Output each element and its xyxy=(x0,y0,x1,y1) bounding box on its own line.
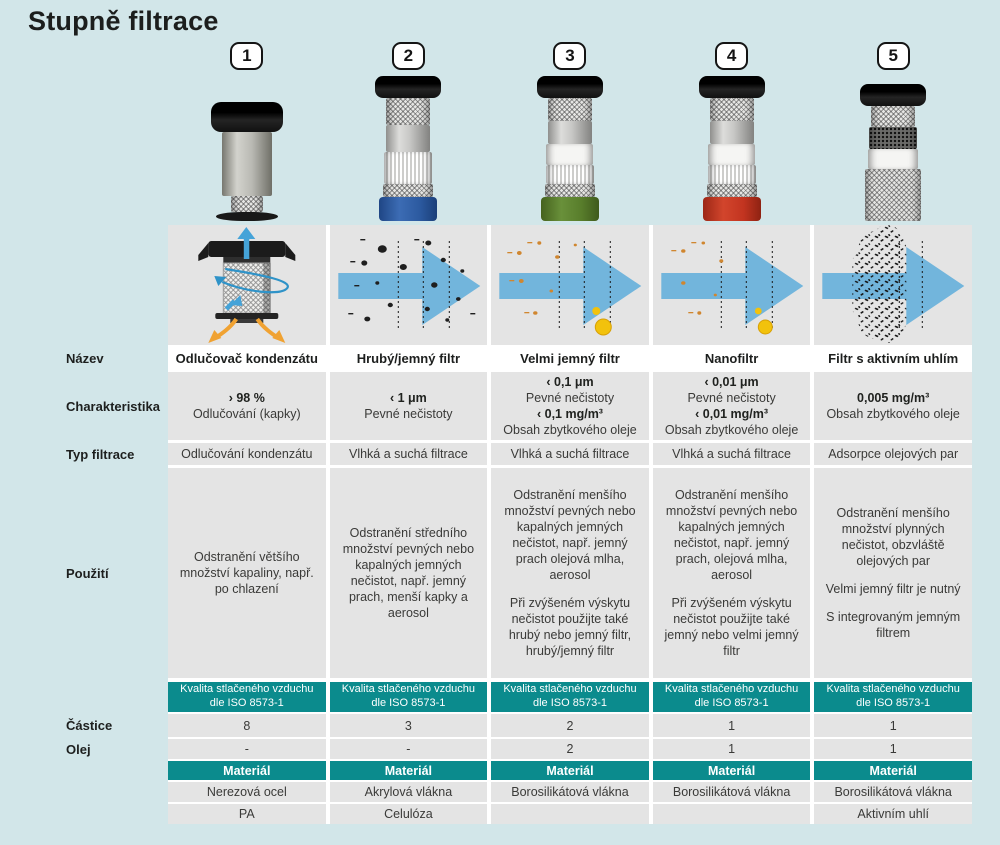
filter5-cap xyxy=(860,84,926,106)
filter2-mesh xyxy=(386,98,430,125)
material2-cell-3 xyxy=(491,804,649,824)
char-line: Obsah zbytkového oleje xyxy=(503,423,637,437)
filter-photo-1 xyxy=(211,102,283,221)
row-label-name: Název xyxy=(66,350,104,366)
type-cell-5: Adsorpce olejových par xyxy=(814,443,972,465)
diagram-nanofilter xyxy=(653,225,811,345)
char-line: ‹ 1 μm xyxy=(389,391,427,405)
filter2-mesh2 xyxy=(383,184,433,197)
usage-cell-3 xyxy=(491,468,649,678)
material-row-2 xyxy=(168,804,972,824)
material-header-cell: Materiál xyxy=(330,761,488,780)
filter1-mesh xyxy=(231,196,263,212)
filter5-mesh xyxy=(871,106,915,127)
char-line: Pevné nečistoty xyxy=(364,407,453,421)
stage-3 xyxy=(491,42,649,223)
name-cell-2: Hrubý/jemný filtr xyxy=(330,347,488,369)
usage-cell-4 xyxy=(653,468,811,678)
material2-cell-1: PA xyxy=(168,804,326,824)
stage-1 xyxy=(168,42,326,223)
iso-header-cell xyxy=(168,682,326,712)
name-cell-3: Velmi jemný filtr xyxy=(491,347,649,369)
characteristics-cell-4 xyxy=(653,372,811,440)
stage-badge-2: 2 xyxy=(392,42,425,70)
iso-header-row xyxy=(168,682,972,712)
usage-paragraph: Velmi jemný filtr je nutný xyxy=(825,582,961,596)
name-row xyxy=(168,347,972,369)
filter3-mesh xyxy=(548,98,592,121)
filtration-table xyxy=(168,225,972,824)
particles-cell-3: 2 xyxy=(491,714,649,737)
usage-paragraph: S integrovaným jemným filtrem xyxy=(826,610,961,640)
material-header-cell: Materiál xyxy=(168,761,326,780)
material1-cell-4: Borosilikátová vlákna xyxy=(653,782,811,802)
filter-photo-4 xyxy=(699,76,765,221)
filter5-carbon xyxy=(869,127,917,149)
row-label-oil: Olej xyxy=(66,741,91,757)
char-line: ‹ 0,1 mg/m³ xyxy=(536,407,603,421)
diagram-activated-carbon-filter xyxy=(814,225,972,345)
iso-line2: dle ISO 8573-1 xyxy=(209,697,284,709)
material1-cell-5: Borosilikátová vlákna xyxy=(814,782,972,802)
usage-paragraph: Odstranění většího množství kapaliny, např. po chlazení xyxy=(179,550,314,596)
row-label-particles: Částice xyxy=(66,718,113,733)
usage-cell-2 xyxy=(330,468,488,678)
usage-cell-1 xyxy=(168,468,326,678)
name-cell-1: Odlučovač kondenzátu xyxy=(168,347,326,369)
char-line: Obsah zbytkového oleje xyxy=(826,407,960,421)
material1-cell-1: Nerezová ocel xyxy=(168,782,326,802)
char-line: ‹ 0,01 μm xyxy=(704,375,759,389)
characteristics-cell-1 xyxy=(168,372,326,440)
iso-header-cell xyxy=(814,682,972,712)
filter4-base xyxy=(703,197,761,221)
usage-paragraph: Odstranění menšího množství pevných nebo kapalných jemných nečistot, např. jemný prach olejová mlha, aerosol xyxy=(504,488,636,582)
stage-badge-4: 4 xyxy=(715,42,748,70)
char-line: ‹ 0,01 mg/m³ xyxy=(695,407,769,421)
char-line: ‹ 0,1 μm xyxy=(546,375,594,389)
usage-cell-5 xyxy=(814,468,972,678)
filtration-type-row xyxy=(168,443,972,465)
filter-photo-2 xyxy=(375,76,441,221)
diagram-condensate-separator xyxy=(168,225,326,345)
oil-cell-1: - xyxy=(168,739,326,759)
filter-stages-top xyxy=(168,42,972,223)
filter4-mesh2 xyxy=(707,184,757,197)
particles-cell-1: 8 xyxy=(168,714,326,737)
material2-cell-5: Aktivním uhlí xyxy=(814,804,972,824)
material1-cell-2: Akrylová vlákna xyxy=(330,782,488,802)
type-cell-2: Vlhká a suchá filtrace xyxy=(330,443,488,465)
oil-cell-4: 1 xyxy=(653,739,811,759)
filter1-foot xyxy=(216,212,278,221)
usage-paragraph: Při zvýšeném výskytu nečistot použijte také jemný nebo velmi jemný filtr xyxy=(664,596,799,658)
char-line: 0,005 mg/m³ xyxy=(857,391,930,405)
iso-line1: Kvalita stlačeného vzduchu xyxy=(341,683,476,696)
char-line: › 98 % xyxy=(228,391,265,405)
material-header-cell: Materiál xyxy=(491,761,649,780)
iso-line1: Kvalita stlačeného vzduchu xyxy=(503,683,637,696)
type-cell-3: Vlhká a suchá filtrace xyxy=(491,443,649,465)
iso-line1: Kvalita stlačeného vzduchu xyxy=(826,683,960,696)
diagram-coarse-fine-filter xyxy=(330,225,488,345)
filter-photo-5 xyxy=(860,84,926,221)
material-row-1 xyxy=(168,782,972,802)
filter2-inner xyxy=(386,125,430,152)
filter3-inner xyxy=(548,121,592,144)
filter2-cap xyxy=(375,76,441,98)
filter1-body xyxy=(222,132,272,196)
stage-badge-1: 1 xyxy=(230,42,263,70)
material2-cell-4 xyxy=(653,804,811,824)
iso-line1: Kvalita stlačeného vzduchu xyxy=(664,683,799,696)
filter4-mesh xyxy=(710,98,754,121)
diagram-very-fine-filter xyxy=(491,225,649,345)
row-label-usage: Použití xyxy=(66,565,109,581)
particles-cell-5: 1 xyxy=(814,714,972,737)
filter4-inner xyxy=(710,121,754,144)
type-cell-1: Odlučování kondenzátu xyxy=(168,443,326,465)
filter4-cap xyxy=(699,76,765,98)
characteristics-row xyxy=(168,372,972,440)
filter3-mesh2 xyxy=(545,184,595,197)
iso-line2: dle ISO 8573-1 xyxy=(856,697,931,709)
usage-row xyxy=(168,468,972,678)
page-title: Stupně filtrace xyxy=(28,6,219,36)
filter-photo-3 xyxy=(537,76,603,221)
row-label-filtration-type: Typ filtrace xyxy=(66,446,135,462)
iso-header-cell xyxy=(330,682,488,712)
filter3-base xyxy=(541,197,599,221)
iso-line2: dle ISO 8573-1 xyxy=(532,697,607,709)
stage-2 xyxy=(330,42,488,223)
char-line: Obsah zbytkového oleje xyxy=(664,423,799,437)
iso-line2: dle ISO 8573-1 xyxy=(694,697,769,709)
filter1-cap xyxy=(211,102,283,132)
name-cell-4: Nanofiltr xyxy=(653,347,811,369)
name-cell-5: Filtr s aktivním uhlím xyxy=(814,347,972,369)
iso-header-cell xyxy=(653,682,811,712)
oil-cell-2: - xyxy=(330,739,488,759)
material-header-cell: Materiál xyxy=(653,761,811,780)
usage-paragraph: Odstranění menšího množství plynných nečistot, obzvláště olejových par xyxy=(836,506,950,568)
characteristics-cell-5 xyxy=(814,372,972,440)
filter4-white xyxy=(708,144,755,165)
characteristics-cell-3 xyxy=(491,372,649,440)
diagram-row xyxy=(168,225,972,345)
char-line: Pevné nečistoty xyxy=(525,391,615,405)
filter5-mesh2 xyxy=(865,169,921,221)
char-line: Pevné nečistoty xyxy=(687,391,776,405)
iso-header-cell xyxy=(491,682,649,712)
type-cell-4: Vlhká a suchá filtrace xyxy=(653,443,811,465)
usage-paragraph: Při zvýšeném výskytu nečistot použijte také hrubý nebo jemný filtr, hrubý/jemný filtr xyxy=(508,596,632,658)
row-label-characteristics: Charakteristika xyxy=(66,398,160,414)
stage-badge-3: 3 xyxy=(553,42,586,70)
particles-cell-4: 1 xyxy=(653,714,811,737)
material2-cell-2: Celulóza xyxy=(330,804,488,824)
filter3-cap xyxy=(537,76,603,98)
stage-badge-5: 5 xyxy=(877,42,910,70)
oil-row xyxy=(168,739,972,759)
filter2-base xyxy=(379,197,437,221)
oil-cell-5: 1 xyxy=(814,739,972,759)
filter2-pleats xyxy=(384,152,432,184)
filter4-pleats xyxy=(708,165,756,184)
stage-5 xyxy=(814,42,972,223)
iso-line1: Kvalita stlačeného vzduchu xyxy=(180,683,314,696)
filter3-pleats xyxy=(546,165,594,184)
usage-paragraph: Odstranění menšího množství pevných nebo kapalných jemných nečistot, např. jemný prach, olejová mlha, aerosol xyxy=(665,488,798,582)
usage-paragraph: Odstranění středního množství pevných nebo kapalných jemných nečistot, např. jemný prach, menší kapky a aerosol xyxy=(342,526,475,620)
material-header-cell: Materiál xyxy=(814,761,972,780)
filter3-white xyxy=(546,144,593,165)
iso-line2: dle ISO 8573-1 xyxy=(371,697,446,709)
material-header-row xyxy=(168,761,972,780)
filter5-white xyxy=(868,149,918,169)
particles-row xyxy=(168,714,972,737)
material1-cell-3: Borosilikátová vlákna xyxy=(491,782,649,802)
characteristics-cell-2 xyxy=(330,372,488,440)
stage-4 xyxy=(653,42,811,223)
particles-cell-2: 3 xyxy=(330,714,488,737)
char-line: Odlučování (kapky) xyxy=(192,407,301,421)
oil-cell-3: 2 xyxy=(491,739,649,759)
